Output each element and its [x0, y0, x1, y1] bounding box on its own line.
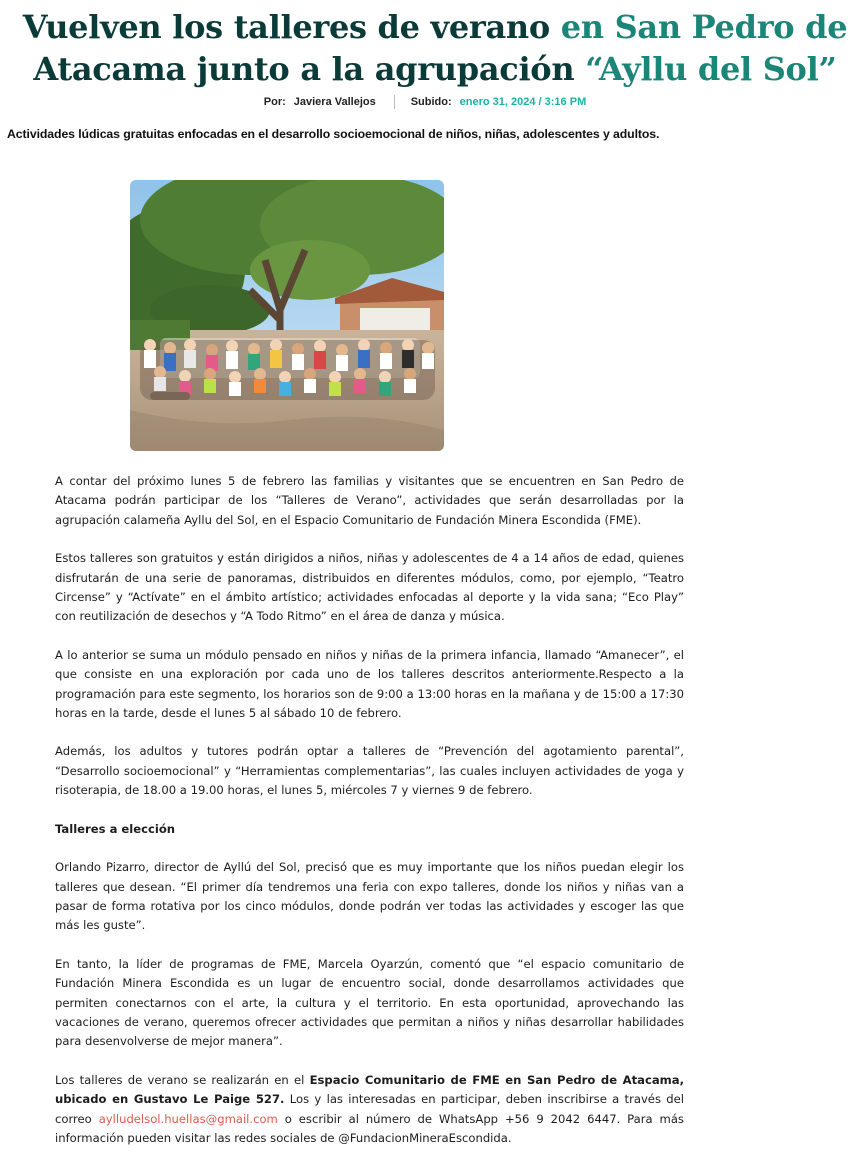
paragraph: A lo anterior se suma un módulo pensado en niños y niñas de la primera infancia, llamado “Amanecer”, el que consiste en una exploración por cada uno de los talleres descritos anteriormente.Respecto a la programación para este segmento, los horarios son de 9:00 a 13:00 horas en la mañana y de 15:00 a 17:30 horas en la tarde, desde el lunes 5 al sábado 10 de febrero.	[55, 647, 684, 721]
email-link[interactable]: aylludelsol.huellas@gmail.com	[98, 1111, 278, 1126]
article-subtitle: Actividades lúdicas gratuitas enfocadas en el desarrollo socioemocional de niños, niñas, adolescentes y adultos.	[7, 127, 660, 141]
text-run: Los talleres de verano se realizarán en el	[55, 1072, 310, 1087]
uploaded-label: Subido:	[410, 96, 452, 108]
article-photo	[130, 180, 444, 451]
byline-label: Por:	[263, 96, 286, 108]
location-bold: Espacio Comunitario de FME en San Pedro de Atacama, ubicado en Gustavo Le Paige 527.	[55, 1072, 684, 1107]
article-body	[55, 472, 684, 1167]
paragraph: En tanto, la líder de programas de FME, Marcela Oyarzún, comentó que “el espacio comunitario de Fundación Minera Escondida es un lugar de encuentro social, donde desarrollamos actividades que permiten conectarnos con el arte, la cultura y el territorio. En esta oportunidad, aprovechando las vacaciones de verano, queremos ofrecer actividades que permitan a niños y niñas desarrollar habilidades para desenvolverse de mejor manera”.	[55, 956, 684, 1049]
paragraph: Además, los adultos y tutores podrán optar a talleres de “Prevención del agotamiento parental”, “Desarrollo socioemocional” y “Herramientas complementarias”, las cuales incluyen actividades de yoga y risoterapia, de 18.00 a 19.00 horas, el lunes 5, miércoles 7 y viernes 9 de febrero.	[55, 744, 684, 798]
title-part-2: en San Pedro de	[560, 8, 848, 46]
byline	[0, 95, 850, 109]
byline-divider	[394, 95, 395, 109]
group-photo-illustration	[130, 180, 444, 451]
paragraph: Orlando Pizarro, director de Ayllú del Sol, precisó que es muy importante que los niños puedan elegir los talleres que desean. “El primer día tendremos una feria con expo talleres, donde los niños y niñas van a pasar de forma rotativa por los cinco módulos, donde podrán ver todas las actividades y escoger las que más les guste”.	[55, 860, 684, 933]
title-part-3: Atacama junto a la agrupación	[33, 50, 586, 88]
title-part-1: Vuelven los talleres de verano	[22, 8, 561, 46]
title-part-4: “Ayllu del Sol”	[585, 50, 837, 88]
article-title	[20, 6, 850, 90]
section-heading: Talleres a elección	[55, 821, 176, 836]
author-name[interactable]: Javiera Vallejos	[293, 96, 376, 108]
paragraph: Estos talleres son gratuitos y están dirigidos a niños, niñas y adolescentes de 4 a 14 años de edad, quienes disfrutarán de una serie de panoramas, distribuidos en diferentes módulos, como, por ejemplo, “Teatro Circense” y “Actívate” en el ámbito artístico; actividades enfocadas al deporte y la vida sana; “Eco Play” con reutilización de desechos y “A Todo Ritmo” en el área de danza y música.	[55, 551, 684, 624]
publish-date: enero 31, 2024 / 3:16 PM	[459, 96, 587, 108]
paragraph: A contar del próximo lunes 5 de febrero las familias y visitantes que se encuentren en San Pedro de Atacama podrán participar de los “Talleres de Verano”, actividades que serán desarrolladas por la agrupación calameña Ayllu del Sol, en el Espacio Comunitario de Fundación Minera Escondida (FME).	[55, 474, 684, 527]
paragraph	[55, 1071, 684, 1149]
text-run: o escribir al número de WhatsApp +56 9 2042 6447. Para más información pueden visitar las redes sociales de @FundacionMineraEscondida.	[55, 1111, 684, 1145]
text-run: Los y las interesadas en participar, deben inscribirse a través del correo	[55, 1092, 684, 1126]
